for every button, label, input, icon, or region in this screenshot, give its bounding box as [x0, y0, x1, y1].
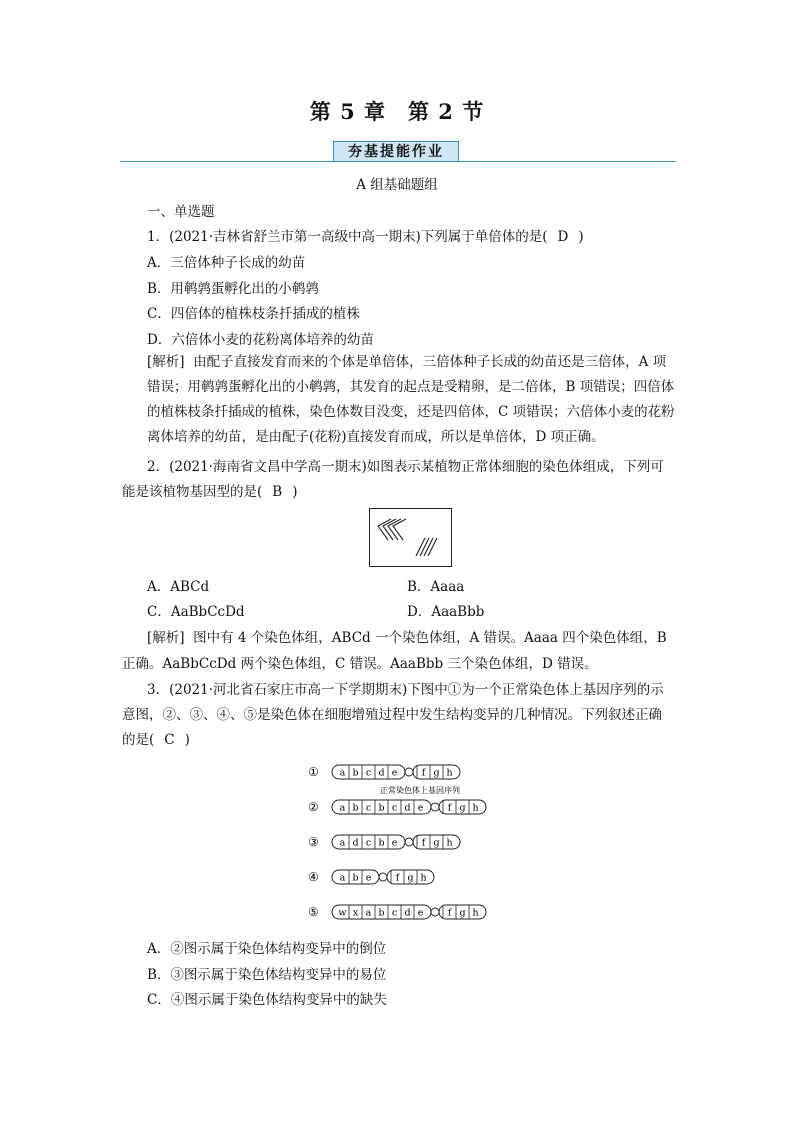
q1-option-a: A．三倍体种子长成的幼苗 [147, 255, 306, 271]
q2-option-d: D．AaaBbb [407, 604, 485, 620]
centromere [405, 838, 413, 846]
q3-stem-close: ) [184, 732, 190, 748]
q2-analysis-label: [解析] [147, 630, 185, 646]
q3-answer: C [164, 732, 175, 748]
gene-label: x [352, 907, 359, 919]
gene-label: e [391, 837, 398, 849]
q2-option-b: B．Aaaa [407, 579, 465, 595]
gene-label: c [365, 837, 372, 849]
gene-label: g [407, 872, 414, 884]
q2-analysis-text: 图中有 4 个染色体组，ABCd 一个染色体组，A 错误。Aaaa 四个染色体组，B [193, 630, 667, 646]
gene-label: f [447, 907, 452, 919]
chromosome-2 [308, 800, 486, 814]
gene-label: h [472, 907, 479, 919]
chromosome-label: ④ [308, 870, 319, 884]
q2-stem-text: 能是该植物基因型的是( [122, 484, 263, 500]
centromere [431, 803, 439, 811]
q2-answer: B [272, 484, 283, 500]
gene-label: h [446, 837, 453, 849]
section-banner: 夯基提能作业 [333, 141, 459, 162]
q2-analysis-line1 [147, 629, 667, 647]
q1-option-b: B．用鹌鹑蛋孵化出的小鹌鹑 [147, 281, 319, 297]
q1-option-d: D．六倍体小麦的花粉离体培养的幼苗 [147, 332, 374, 348]
centromere [431, 908, 439, 916]
gene-label: g [433, 767, 440, 779]
gene-label: w [338, 907, 347, 919]
q2-stem-close: ) [292, 484, 298, 500]
gene-label: g [433, 837, 440, 849]
banner-divider [120, 161, 676, 162]
gene-label: e [417, 907, 424, 919]
chromosome-label: ① [308, 765, 319, 779]
gene-label: c [391, 907, 398, 919]
gene-label: b [352, 872, 359, 884]
gene-label: f [421, 767, 426, 779]
q3-stem-line3 [122, 731, 190, 749]
q1-analysis-text: 由配子直接发育而来的个体是单倍体，三倍体种子长成的幼苗还是三倍体，A 项错误；用鹌鹑蛋孵化出的小鹌鹑，其发育的起点是受精卵，是二倍体，B 项错误；四倍体的植株枝条扦插成的植株，染色体数目没变，还是四倍体，C 项错误；六倍体小麦的花粉离体培养的幼苗，是由配子(花粉)直接发育而成，所以是单倍体，D 项正确。 [147, 354, 675, 445]
gene-label: g [459, 907, 466, 919]
q2-option-c: C．AaBbCcDd [147, 604, 245, 620]
chromosome-5 [308, 905, 486, 919]
q1-option-c: C．四倍体的植株枝条扦插成的植株 [147, 306, 360, 322]
gene-label: e [417, 802, 424, 814]
chromosome-set-figure [369, 508, 453, 568]
chromosome-1 [308, 765, 460, 779]
gene-label: h [446, 767, 453, 779]
gene-label: c [391, 802, 398, 814]
gene-label: e [391, 767, 398, 779]
gene-label: h [420, 872, 427, 884]
chromosome-3 [308, 835, 460, 849]
q2-analysis-line2: 正确。AaBbCcDd 两个染色体组，C 错误。AaaBbb 三个染色体组，D 错误。 [122, 656, 598, 672]
q3-option-a: A．②图示属于染色体结构变异中的倒位 [147, 941, 387, 957]
gene-label: b [378, 907, 385, 919]
q1-stem-text: 1．(2021·吉林省舒兰市第一高级中高一期末)下列属于单倍体的是( [147, 229, 548, 245]
gene-label: h [472, 802, 479, 814]
gene-label: d [378, 767, 385, 779]
figure-caption: 正常染色体上基因序列 [380, 786, 460, 795]
q1-stem-close: ) [578, 229, 584, 245]
q2-option-a: A．ABCd [147, 579, 210, 595]
page-title: 第 5 章 第 2 节 [309, 99, 485, 124]
section-heading: 一、单选题 [147, 204, 215, 220]
group-title: A 组基础题组 [356, 177, 438, 193]
gene-label: g [459, 802, 466, 814]
gene-label: f [421, 837, 426, 849]
gene-label: d [404, 907, 411, 919]
q3-option-b: B．③图示属于染色体结构变异中的易位 [147, 967, 387, 983]
gene-label: a [339, 837, 346, 849]
gene-label: d [404, 802, 411, 814]
centromere [405, 768, 413, 776]
q2-stem-line2 [122, 483, 297, 501]
gene-label: c [365, 767, 372, 779]
chromosome-label: ⑤ [308, 905, 319, 919]
chromosome-label: ③ [308, 835, 319, 849]
chromosome-label: ② [308, 800, 319, 814]
gene-label: b [378, 837, 385, 849]
chromosome-4 [308, 870, 434, 884]
gene-label: b [352, 802, 359, 814]
gene-label: a [339, 872, 346, 884]
centromere [379, 873, 387, 881]
q3-stem-line2: 意图，②、③、④、⑤是染色体在细胞增殖过程中发生结构变异的几种情况。下列叙述正确 [122, 707, 662, 723]
gene-label: a [365, 907, 372, 919]
q2-stem-line1: 2．(2021·海南省文昌中学高一期末)如图表示某植物正常体细胞的染色体组成，下列可 [147, 459, 664, 475]
q3-stem-text: 的是( [122, 732, 155, 748]
q1-stem [147, 228, 584, 246]
chromosome-variation-figure [300, 758, 540, 938]
q3-option-c: C．④图示属于染色体结构变异中的缺失 [147, 992, 387, 1008]
gene-label: c [365, 802, 372, 814]
gene-label: f [395, 872, 400, 884]
gene-label: f [447, 802, 452, 814]
q1-analysis [147, 350, 679, 450]
q1-analysis-label: [解析] [147, 354, 185, 370]
gene-label: a [339, 767, 346, 779]
gene-label: d [352, 837, 359, 849]
gene-label: e [365, 872, 372, 884]
gene-label: b [378, 802, 385, 814]
gene-label: b [352, 767, 359, 779]
q3-stem-line1: 3．(2021·河北省石家庄市高一下学期期末)下图中①为一个正常染色体上基因序列的示 [147, 682, 664, 698]
q1-answer: D [557, 229, 569, 245]
gene-label: a [339, 802, 346, 814]
